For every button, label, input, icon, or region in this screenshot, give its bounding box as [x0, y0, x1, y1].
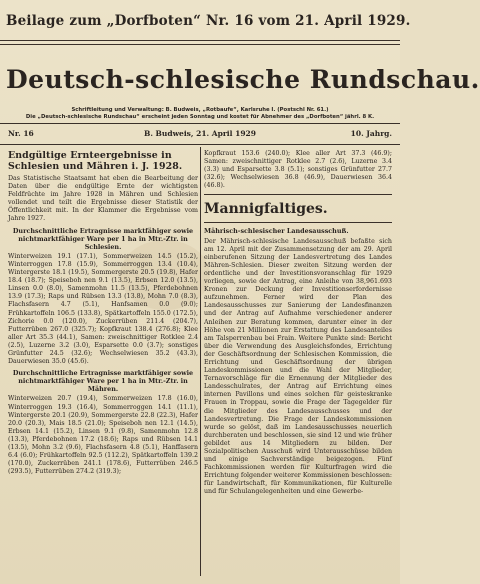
- top-rule: [0, 40, 400, 41]
- column-divider: [200, 147, 201, 576]
- issue-number: Nr. 16: [8, 129, 34, 138]
- section-rule-below: [204, 222, 392, 223]
- section-title: Mannigfaltiges.: [204, 201, 328, 218]
- section-rule: [204, 194, 392, 195]
- subhead-maehren: Durchschnittliche Ertragnisse marktfähiger sowie nichtmarktfähiger Ware per 1 ha in Mtr.-Ztr. in Mähren.: [12, 369, 194, 394]
- masthead-title: Deutsch-schlesische Rundschau.: [6, 65, 480, 94]
- issue-rule-top: [0, 123, 400, 124]
- yields-schlesien: Winterweizen 19.1 (17.1), Sommerweizen 14.5 (15.2), Winterroggen 17.8 (15.9), Sommerroggen 13.4 (10.4), Wintergerste 18.1 (19.5), Sommergerste 20.5 (19.8), Hafer 18.4 (18.7); Speiseboh nen 9.1 (13.5), Erbsen 12.0 (13.5), Linsen 0.0 (8.0), Samenmohn 11.5 (13.5), Pferdebohnen 13.9 (17.3); Raps und Rübsen 13.3 (13.8), Mohn 7.0 (8.3), Flachsfasern 4.7 (5.1), Hanfsamen 0.0 (9.0); Frühkartoffeln 106.5 (133.8), Spätkartoffeln 155.0 (172.5), Zichorie 0.0 (120.0), Zuckerrüben 211.4 (204.7), Futterrüben 267.0 (325.7); Kopfkraut 138.4 (276.8); Klee aller Art 35.3 (44.1), Samen: zweischnittiger Rotklee 2.4 (2.5), Luzerne 3.2 (3.0), Esparsette 0.0 (3.7); sonstiges Grünfutter 24.5 (32.6); Wechselwiesen 35.2 (43.3), Dauerwiesen 35.0 (45.6).: [8, 252, 198, 366]
- issue-date: B. Budweis, 21. April 1929: [144, 129, 256, 138]
- issue-bar: [8, 125, 392, 143]
- top-rule-double: [0, 44, 400, 45]
- yields-continuation: Kopfkraut 153.6 (240.0); Klee aller Art 37.3 (46.9); Samen: zweischnittiger Rotklee 2.7 (2.6), Luzerne 3.4 (3.3) und Esparsette 3.8 (5.1); sonstiges Grünfutter 27.7 (32.6); Wechselwiesen 36.8 (46.9), Dauerwiesen 36.4 (46.8).: [204, 150, 392, 190]
- supplement-line: Beilage zum „Dorfboten“ Nr. 16 vom 21. April 1929.: [6, 13, 411, 29]
- right-column: [204, 150, 392, 574]
- article-intro: Das Statistische Staatsamt hat eben die Bearbeitung der Daten über die endgültige Ernte der wichtigsten Feldfrüchte im Jahre 1928 in Mähren und Schlesien vollendet und teilt die Ergebnisse dieser Statistik der Öffentlichkeit mit. In der Klammer die Ergebnisse vom Jahre 1927.: [8, 175, 198, 223]
- issue-rule-bottom: [0, 144, 400, 145]
- article-title: Mährisch-schlesischer Landesausschuß.: [204, 227, 349, 236]
- subhead-schlesien: Durchschnittliche Ertragnisse marktfähiger sowie nichtmarktfähiger Ware per 1 ha in Mtr.-Ztr. in Schlesien.: [12, 226, 194, 251]
- imprint-line-2: Die „Deutsch-schlesische Rundschau“ erscheint jeden Sonntag und kostet für Abnehmer des „Dorfboten“ jährl. 8 K.: [25, 114, 375, 120]
- imprint-line-1: Schriftleitung und Verwaltung: B. Budweis, „Rotbaufe“, Karlsruhe I. (Postschl Nr. 61.): [71, 107, 329, 113]
- left-column: [8, 150, 198, 574]
- yields-maehren: Winterweizen 20.7 (19.4), Sommerweizen 17.8 (16.0), Winterroggen 19.3 (16.4), Sommerroggen 14.1 (11.1), Wintergerste 20.1 (20.9), Sommergerste 22.8 (22.3), Hafer 20.0 (20.3), Mais 18.5 (21.0); Speiseboh nen 12.1 (14.5), Erbsen 14.1 (15.2), Linsen 9.1 (9.8), Samenmohn 12.8 (13.3), Pferdebohnen 17.2 (18.6); Raps und Rübsen 14.1 (13.5), Mohn 3.2 (9.6), Flachsfasern 4.8 (5.1), Hanffasern 6.4 (6.0); Frühkartoffeln 92.5 (112.2), Spätkartoffeln 139.2 (170.0), Zuckerrüben 241.1 (178.6), Futterrüben 246.5 (293.5), Futterrüben 274.2 (319.3);: [8, 395, 198, 476]
- article-headline: Endgültige Ernteergebnisse in Schlesien und Mähren i. J. 1928.: [8, 150, 183, 172]
- issue-volume: 10. Jahrg.: [350, 129, 392, 138]
- article-body: Der Mährisch-schlesische Landesausschuß befaßte sich am 12. April mit der Zusammensetzung der am 29. April einberufenen Sitzung der Landesvertretung des Landes Mähren-Schlesien. Dieser zweiten Sitzung werden der ordentliche und der Investitionsvoranschlag für 1929 vorliegen, sowie der Antrag, eine Anleihe von 38,961.693 Kronen zur Deckung der Investitionserfordernisse aufzunehmen. Ferner wird der Plan des Landesausschusses zur Sanierung der Landesfinanzen und der Antrag auf Aufnahme verschiedener anderer Anleihen zur Beratung kommen, darunter einer in der Höhe von 21 Millionen zur Erstattung des Landesanteiles am Talsperrenbau bei Frain. Weitere Punkte sind: Bericht über die Verwendung des Ausgleichsfondes, Errichtung der Geschäftsordnung der Schlesischen Kommission, die Errichtung und Geschäftsordnung der übrigen Landeskommissionen und die Wahl der Mitglieder, Ternavorschläge für die Ernennung der Mitglieder des Landesschulrates, der Antrag auf Errichtung eines internen Pavillons und eines solchen für geisteskranke Frauen in Troppau, sowie die Frage der Tagegelder für die Mitglieder des Landesausschusses und der Landesvertretung. Die Frage der Landeskommissionen wurde so gelöst, daß im Landesausschusses neuerlich durchberaten und beschlossen, sie sind 12 und wie früher gebildet aus 14 Mitgliedern zu bilden. Der Sozialpolitischen Ausschuß wird Unterausschüsse bilden und einige Sachverständige beigezogen. Fünf Fachkommissionen werden für Kulturfragen wird die Errichtung folgender weiterer Kommissionen beschlossen: für Landwirtschaft, für Kommunikationen, für Kulturelle und für Schulangelegenheiten und eine Gewerbe-: [204, 237, 392, 496]
